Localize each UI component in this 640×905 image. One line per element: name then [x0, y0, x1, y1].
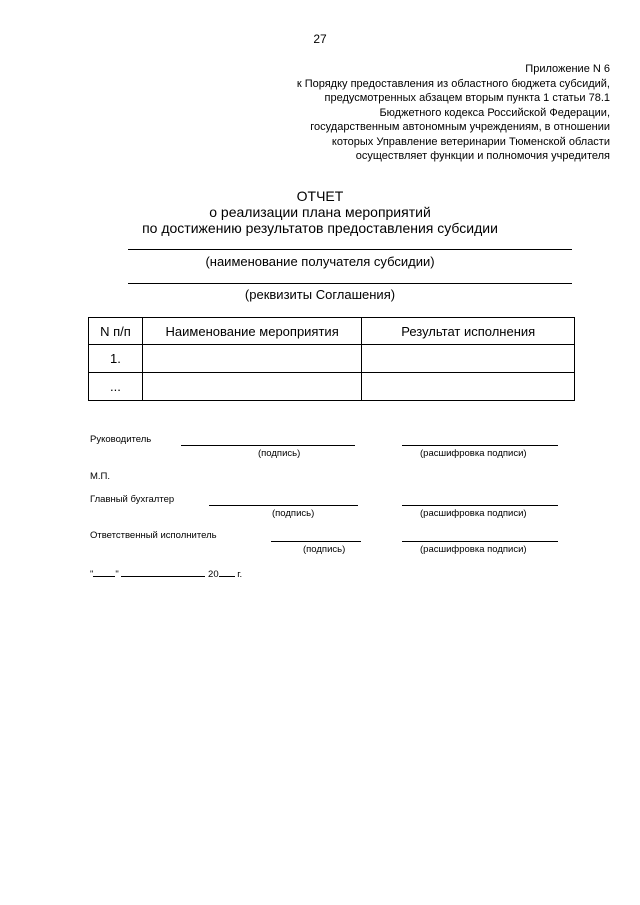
table-cell-result [362, 345, 575, 373]
report-subtitle: о реализации плана мероприятий [209, 204, 431, 220]
executor-label: Ответственный исполнитель [90, 530, 217, 541]
appendix-line: которых Управление ветеринарии Тюменской области [331, 135, 610, 148]
report-subtitle: по достижению результатов предоставления субсидии [142, 220, 498, 236]
day-blank [93, 566, 115, 577]
accountant-decoding-hint: (расшифровка подписи) [420, 508, 527, 519]
year-blank [219, 566, 235, 577]
head-signature-line [181, 445, 355, 446]
table-row [89, 373, 575, 401]
agreement-line [128, 283, 572, 284]
recipient-caption: (наименование получателя субсидии) [205, 254, 435, 269]
accountant-label: Главный бухгалтер [90, 494, 175, 505]
executor-signature-hint: (подпись) [303, 544, 346, 555]
table-row [89, 345, 575, 373]
table-cell-result [362, 373, 575, 401]
agreement-caption: (реквизиты Соглашения) [244, 287, 396, 302]
report-title-block [0, 188, 640, 236]
appendix-line: осуществляет функции и полномочия учредителя [355, 150, 610, 162]
table-header-activity: Наименование мероприятия [142, 318, 362, 345]
report-table [88, 317, 575, 401]
executor-signature-line [271, 541, 361, 542]
recipient-line [128, 249, 572, 250]
page-number: 27 [313, 32, 327, 46]
year-suffix: г. [237, 569, 243, 580]
appendix-line: государственным автономным учреждениям, в отношении [310, 121, 610, 133]
year-prefix: 20 [208, 569, 219, 580]
table-header-result: Результат исполнения [362, 318, 575, 345]
table-cell-number: ... [89, 373, 143, 401]
accountant-signature-hint: (подпись) [272, 508, 315, 519]
report-title: ОТЧЕТ [296, 188, 344, 204]
appendix-line: Бюджетного кодекса Российской Федерации, [379, 106, 610, 119]
executor-decoding-line [402, 541, 558, 542]
accountant-decoding-line [402, 505, 558, 506]
date-quote-open: " [90, 569, 94, 580]
date-quote-close: " [115, 569, 119, 580]
table-header-row [89, 318, 575, 345]
head-signature-hint: (подпись) [258, 448, 301, 459]
stamp-label: М.П. [90, 471, 111, 482]
table-cell-number: 1. [89, 345, 143, 373]
head-label: Руководитель [90, 434, 152, 445]
appendix-line: Приложение N 6 [525, 63, 610, 75]
date-line [90, 566, 242, 580]
head-decoding-line [402, 445, 558, 446]
appendix-line: к Порядку предоставления из областного бюджета субсидий, [296, 77, 610, 90]
appendix-header [297, 62, 610, 164]
head-decoding-hint: (расшифровка подписи) [420, 448, 527, 459]
appendix-line: предусмотренных абзацем вторым пункта 1 статьи 78.1 [324, 92, 610, 104]
month-blank [121, 566, 205, 577]
executor-decoding-hint: (расшифровка подписи) [420, 544, 527, 555]
accountant-signature-line [209, 505, 358, 506]
table-cell-activity [142, 373, 362, 401]
table-header-number: N п/п [89, 318, 143, 345]
table-cell-activity [142, 345, 362, 373]
